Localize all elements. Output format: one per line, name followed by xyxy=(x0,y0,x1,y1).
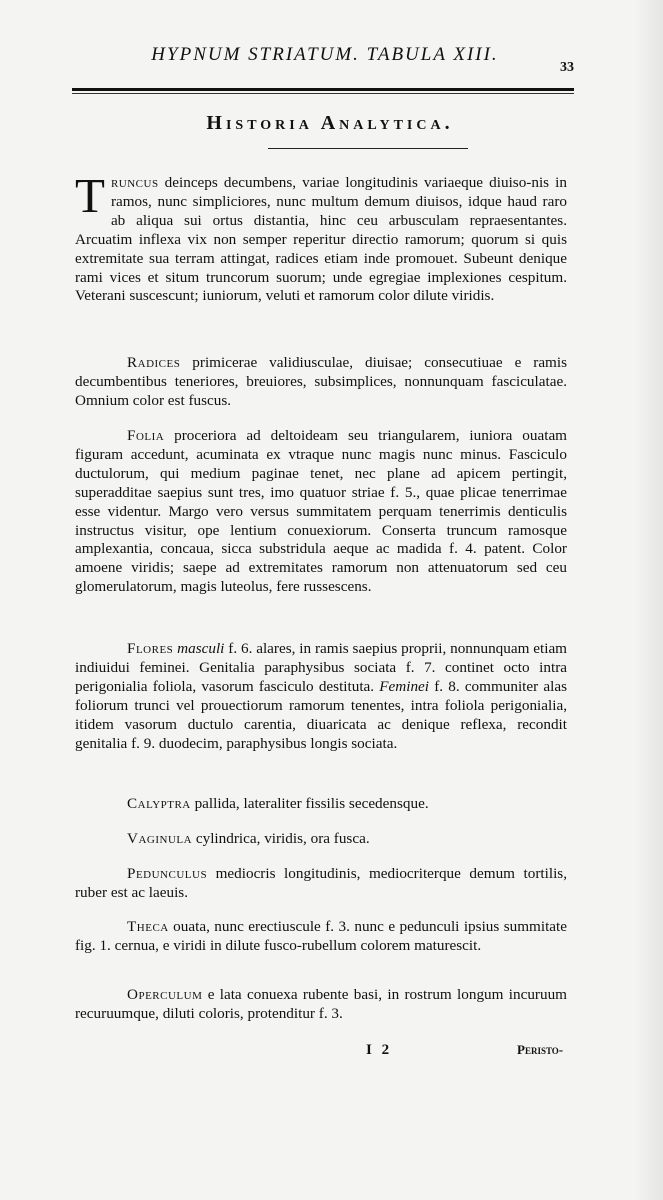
lead-italic: masculi xyxy=(173,640,225,657)
lead-word: Flores xyxy=(127,640,174,657)
lead-word: Operculum xyxy=(127,986,203,1003)
paragraph-text: mediocris longitudinis, mediocriterque demum tortilis, ruber est ac laeuis. xyxy=(75,865,567,901)
paragraph-flores xyxy=(75,640,567,753)
page-edge-shadow xyxy=(635,0,663,1200)
drop-cap: T xyxy=(75,168,105,223)
lead-word: Vaginula xyxy=(127,830,193,847)
paragraph-truncus xyxy=(75,168,567,306)
signature-mark: I 2 xyxy=(366,1042,393,1058)
paragraph-theca xyxy=(75,918,567,956)
paragraph-text-2: f. 8. communiter alas foliorum trunci vel prouectiorum ramorum tenentes, intra foliola perigonialia, itidem vasorum ductulo carentia, diuaricata ac denique reflexa, recondit genitalia f. 9. duodecim, paraphysibus longis sociata. xyxy=(75,677,567,752)
paragraph-text: deinceps decumbens, variae longitudinis variaeque diuiso-nis in ramos, nunc simpliciores, nunc multum demum diuisos, idque haud raro ab aliqua sui ortus distantia, hinc ceu arbusculam repraesentantes. Arcuatim inflexa vix non semper reperitur directio ramorum; quorum si quis extremitate sua terram attingat, radices etiam inde promouet. Subeunt denique rami vices et situm truncorum suorum; unde egregiae implexiones cespitum. Veterani suscescunt; iuniorum, veluti et ramorum color dilute viridis. xyxy=(75,174,567,305)
paragraph-calyptra xyxy=(75,795,567,814)
paragraph-text: pallida, lateraliter fissilis secedensque. xyxy=(190,795,429,812)
header-rule-thin xyxy=(72,93,574,94)
section-title: Historia Analytica. xyxy=(206,112,454,134)
running-head: HYPNUM STRIATUM. TABULA XIII. xyxy=(151,44,499,65)
paragraph-text: cylindrica, viridis, ora fusca. xyxy=(192,830,370,847)
page-number: 33 xyxy=(560,60,574,75)
paragraph-folia xyxy=(75,427,567,597)
paragraph-text: e lata conuexa rubente basi, in rostrum longum incuruum recuruumque, diluti coloris, protenditur f. 3. xyxy=(75,986,567,1022)
lead-word: Pedunculus xyxy=(127,865,208,882)
lead-word: Calyptra xyxy=(127,795,191,812)
paragraph-radices xyxy=(75,354,567,411)
catchword: Peristo- xyxy=(517,1042,564,1057)
lead-word: Radices xyxy=(127,354,181,371)
paragraph-text: f. 6. alares, in ramis saepius proprii, nonnunquam etiam indiuidui feminei. Genitalia paraphysibus sociata f. 7. continet octo intra perigonialia foliola, vasorum fasciculo destituta. xyxy=(75,640,568,695)
paragraph-vaginula xyxy=(75,830,567,849)
paragraph-operculum xyxy=(75,986,567,1024)
paragraph-pedunculus xyxy=(75,865,567,903)
lead-word: Theca xyxy=(127,918,169,935)
title-rule xyxy=(268,148,468,149)
italic-word: Feminei xyxy=(374,677,430,695)
paragraph-text: ouata, nunc erectiuscule f. 3. nunc e pedunculi ipsius summitate fig. 1. cernua, e viridi in dilute fusco-rubellum colorem maturescit. xyxy=(75,918,567,954)
paragraph-text: proceriora ad deltoideam seu triangularem, iuniora ouatam figuram accedunt, acuminata ex vtraque nunc magis nunc minus. Fasciculo ductulorum, qui medium paginae tenet, nec plane ad apicem pertingit, superadditae saepius sunt tres, imo quatuor striae f. 5., quae plicae tenerrimae esse videntur. Margo vero versus summitatem perquam tenerrimis denticulis instructus visitur, ope lentium conuexiorum. Conserta truncum ramosque amplexantia, concaua, sicca substridula aeque ac madida f. 4. patent. Color amoene viridis; saepe ad extremitates ramorum non attenuatorum sed ceu glomerulatorum, magis luteolus, fere russescens. xyxy=(75,427,567,596)
header-rule xyxy=(72,88,574,91)
paragraph-text: primicerae validiusculae, diuisae; consecutiuae e ramis decumbentibus teneriores, breuiores, subsimplices, nonnunquam fasciculatae. Omnium color est fuscus. xyxy=(75,354,567,409)
lead-word: runcus xyxy=(110,174,159,191)
lead-word: Folia xyxy=(127,427,165,444)
